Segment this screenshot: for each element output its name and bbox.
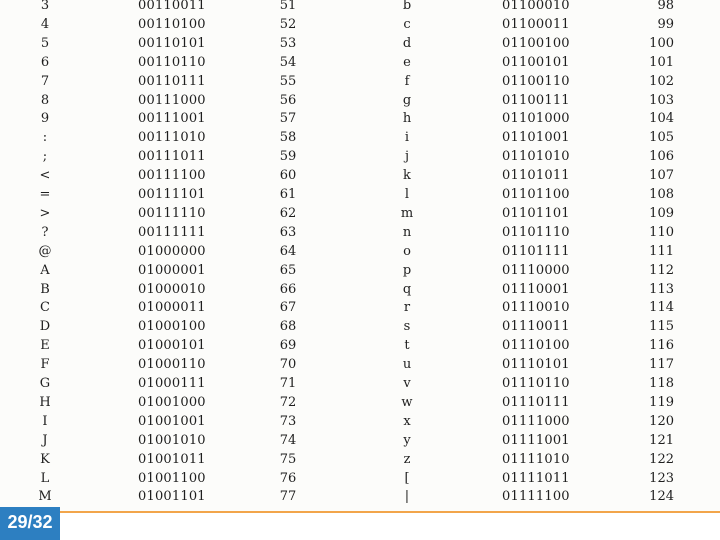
char-cell: w <box>401 394 413 410</box>
decimal-code-cell: 98 <box>657 0 674 13</box>
decimal-code-cell: 53 <box>279 35 297 51</box>
decimal-code-cell: 104 <box>649 111 674 127</box>
char-cell: : <box>42 130 48 146</box>
char-cell: e <box>403 54 411 70</box>
decimal-code-cell: 114 <box>649 300 674 316</box>
char-cell: v <box>403 376 411 391</box>
char-cell: B <box>40 281 50 297</box>
decimal-code-cell: 105 <box>649 130 674 146</box>
decimal-code-cell: 77 <box>279 489 297 505</box>
binary-code-cell: 01101001 <box>502 130 570 146</box>
char-cell: > <box>39 205 51 221</box>
char-cell: ; <box>42 149 48 165</box>
char-cell: h <box>402 111 412 127</box>
char-cell: g <box>402 92 412 108</box>
binary-code-cell: 01100011 <box>502 16 570 32</box>
binary-code-cell: 00110111 <box>138 73 206 89</box>
char-cell: 4 <box>40 16 50 32</box>
char-cell: q <box>402 281 412 297</box>
char-cell: 3 <box>40 0 50 13</box>
binary-code-cell: 01100100 <box>502 35 570 51</box>
char-cell: K <box>40 451 50 467</box>
binary-code-cell: 01110011 <box>502 319 570 335</box>
binary-code-cell: 01100110 <box>502 73 570 89</box>
decimal-code-cell: 110 <box>649 224 674 240</box>
decimal-code-cell: 73 <box>279 413 297 429</box>
binary-code-cell: 01000100 <box>138 319 206 335</box>
decimal-code-cell: 122 <box>649 451 674 467</box>
binary-code-cell: 01111010 <box>502 451 570 467</box>
decimal-code-cell: 60 <box>279 168 297 184</box>
decimal-code-cell: 121 <box>649 432 674 448</box>
binary-code-cell: 01110101 <box>502 357 570 373</box>
decimal-code-cell: 58 <box>279 130 297 146</box>
char-cell: G <box>39 376 51 391</box>
binary-code-cell: 00111100 <box>138 168 206 184</box>
char-cell: C <box>40 300 50 316</box>
char-cell: t <box>404 338 410 354</box>
binary-code-cell: 00110110 <box>138 54 206 70</box>
binary-code-cell: 01111011 <box>502 470 570 486</box>
decimal-code-cell: 124 <box>649 489 674 505</box>
decimal-code-cell: 65 <box>279 262 297 278</box>
binary-code-cell: 01101111 <box>502 243 570 259</box>
decimal-code-cell: 109 <box>649 205 674 221</box>
char-cell: < <box>39 168 51 184</box>
char-cell: 5 <box>40 35 50 51</box>
binary-code-cell: 01000001 <box>138 262 206 278</box>
char-cell: r <box>403 300 411 316</box>
binary-code-cell: 01110010 <box>502 300 570 316</box>
decimal-code-cell: 54 <box>279 54 297 70</box>
char-cell: F <box>40 357 50 373</box>
decimal-code-cell: 64 <box>279 243 297 259</box>
decimal-code-cell: 113 <box>649 281 674 297</box>
char-cell: ? <box>41 224 49 240</box>
char-cell: k <box>403 168 411 184</box>
binary-code-cell: 01101011 <box>502 168 570 184</box>
decimal-code-cell: 74 <box>279 432 297 448</box>
char-cell: c <box>403 16 411 32</box>
binary-code-cell: 01100111 <box>502 92 570 108</box>
decimal-code-cell: 56 <box>279 92 297 108</box>
char-cell: E <box>40 338 50 354</box>
binary-code-cell: 01001010 <box>138 432 206 448</box>
decimal-code-cell: 117 <box>649 357 674 373</box>
binary-code-cell: 01000101 <box>138 338 206 354</box>
char-cell: m <box>400 205 414 221</box>
page-number-badge: 29/32 <box>0 507 60 540</box>
decimal-code-cell: 67 <box>279 300 297 316</box>
decimal-code-cell: 72 <box>279 394 297 410</box>
char-cell: z <box>403 451 411 467</box>
decimal-code-cell: 99 <box>657 16 674 32</box>
decimal-code-cell: 71 <box>279 376 297 391</box>
decimal-code-cell: 106 <box>649 149 674 165</box>
binary-code-cell: 01110000 <box>502 262 570 278</box>
char-cell: | <box>404 489 410 505</box>
decimal-code-cell: 107 <box>649 168 674 184</box>
decimal-code-cell: 108 <box>649 187 674 202</box>
binary-code-cell: 01101000 <box>502 111 570 127</box>
decimal-code-cell: 102 <box>649 73 674 89</box>
decimal-code-cell: 52 <box>279 16 297 32</box>
char-cell: M <box>38 489 52 505</box>
decimal-code-cell: 51 <box>279 0 297 13</box>
binary-code-cell: 01110111 <box>502 394 570 410</box>
binary-code-cell: 01000110 <box>138 357 206 373</box>
binary-code-cell: 01100010 <box>502 0 570 13</box>
char-cell: d <box>402 35 412 51</box>
decimal-code-cell: 101 <box>649 54 674 70</box>
footer-divider <box>0 511 720 513</box>
char-cell: 7 <box>40 73 50 89</box>
binary-code-cell: 01111100 <box>502 489 570 505</box>
binary-code-cell: 01001000 <box>138 394 206 410</box>
decimal-code-cell: 63 <box>279 224 297 240</box>
binary-code-cell: 01001101 <box>138 489 206 505</box>
binary-code-cell: 01110001 <box>502 281 570 297</box>
binary-code-cell: 01001001 <box>138 413 206 429</box>
char-cell: 8 <box>40 92 50 108</box>
char-cell: 6 <box>40 54 50 70</box>
char-cell: n <box>402 224 412 240</box>
char-cell: o <box>403 243 411 259</box>
char-cell: = <box>39 187 51 202</box>
binary-code-cell: 01101110 <box>502 224 570 240</box>
binary-code-cell: 00111010 <box>138 130 206 146</box>
binary-code-cell: 00111101 <box>138 187 206 202</box>
decimal-code-cell: 62 <box>279 205 297 221</box>
decimal-code-cell: 115 <box>649 319 674 335</box>
decimal-code-cell: 57 <box>279 111 297 127</box>
char-cell: H <box>39 394 51 410</box>
binary-code-cell: 01101101 <box>502 205 570 221</box>
char-cell: J <box>42 432 48 448</box>
decimal-code-cell: 103 <box>649 92 674 108</box>
decimal-code-cell: 123 <box>649 470 674 486</box>
binary-code-cell: 00110101 <box>138 35 206 51</box>
decimal-code-cell: 68 <box>279 319 297 335</box>
char-cell: [ <box>404 470 410 486</box>
binary-code-cell: 01000010 <box>138 281 206 297</box>
char-cell: I <box>42 413 48 429</box>
decimal-code-cell: 111 <box>649 243 674 259</box>
decimal-code-cell: 55 <box>279 73 297 89</box>
binary-code-cell: 01111001 <box>502 432 570 448</box>
binary-code-cell: 00111001 <box>138 111 206 127</box>
decimal-code-cell: 118 <box>649 376 674 391</box>
binary-code-cell: 01000111 <box>138 376 206 391</box>
char-cell: x <box>403 413 411 429</box>
binary-code-cell: 00111111 <box>138 224 206 240</box>
binary-code-cell: 01001100 <box>138 470 206 486</box>
binary-code-cell: 01101010 <box>502 149 570 165</box>
char-cell: A <box>40 262 50 278</box>
binary-code-cell: 00110100 <box>138 16 206 32</box>
decimal-code-cell: 119 <box>649 394 674 410</box>
char-cell: y <box>403 432 411 448</box>
binary-code-cell: 01110110 <box>502 376 570 391</box>
decimal-code-cell: 120 <box>649 413 674 429</box>
decimal-code-cell: 66 <box>279 281 297 297</box>
decimal-code-cell: 61 <box>279 187 297 202</box>
binary-code-cell: 01111000 <box>502 413 570 429</box>
binary-code-cell: 00111011 <box>138 149 206 165</box>
binary-code-cell: 01100101 <box>502 54 570 70</box>
decimal-code-cell: 116 <box>649 338 674 354</box>
char-cell: u <box>402 357 412 373</box>
binary-code-cell: 01101100 <box>502 187 570 202</box>
char-cell: D <box>39 319 51 335</box>
binary-code-cell: 01001011 <box>138 451 206 467</box>
decimal-code-cell: 70 <box>279 357 297 373</box>
char-cell: p <box>402 262 412 278</box>
char-cell: s <box>403 319 411 335</box>
char-cell: l <box>404 187 410 202</box>
decimal-code-cell: 112 <box>649 262 674 278</box>
char-cell: @ <box>38 243 52 259</box>
decimal-code-cell: 76 <box>279 470 297 486</box>
binary-code-cell: 01110100 <box>502 338 570 354</box>
char-cell: i <box>404 130 410 146</box>
binary-code-cell: 00110011 <box>138 0 206 13</box>
char-cell: b <box>402 0 412 13</box>
binary-code-cell: 01000000 <box>138 243 206 259</box>
decimal-code-cell: 75 <box>279 451 297 467</box>
char-cell: f <box>404 73 410 89</box>
decimal-code-cell: 100 <box>649 35 674 51</box>
char-cell: L <box>40 470 50 486</box>
binary-code-cell: 00111000 <box>138 92 206 108</box>
decimal-code-cell: 59 <box>279 149 297 165</box>
binary-code-cell: 00111110 <box>138 205 206 221</box>
decimal-code-cell: 69 <box>279 338 297 354</box>
binary-code-cell: 01000011 <box>138 300 206 316</box>
char-cell: j <box>404 149 410 165</box>
char-cell: 9 <box>40 111 50 127</box>
